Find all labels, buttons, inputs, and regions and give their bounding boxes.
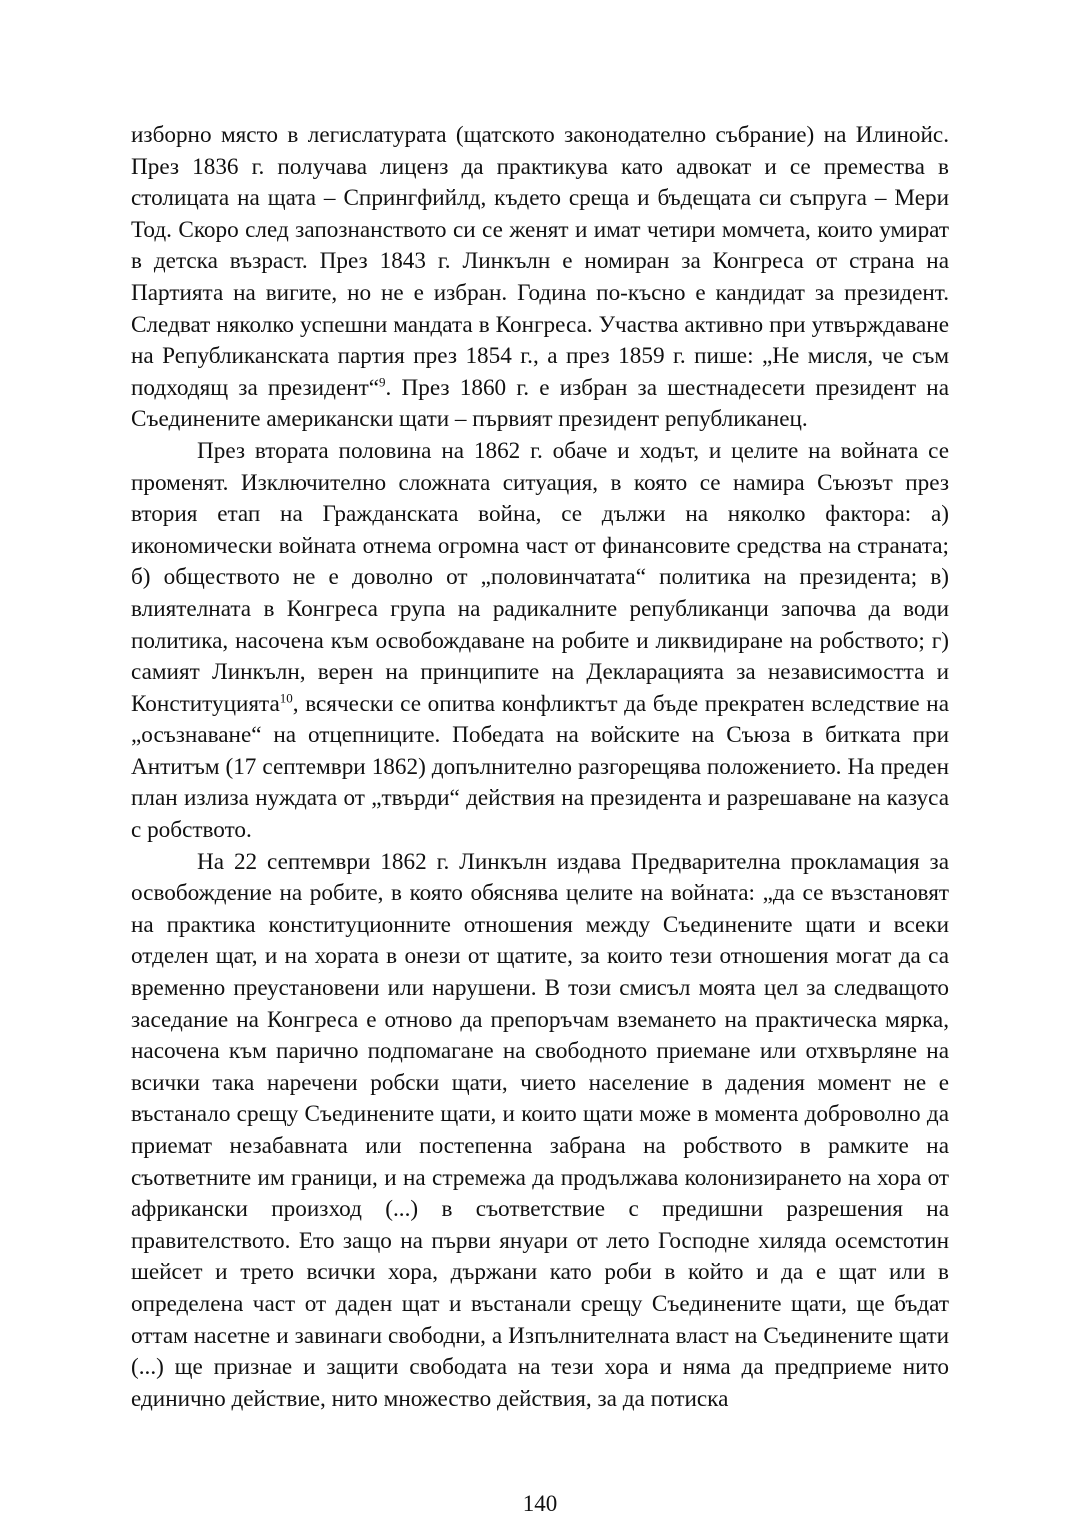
footnote-ref-10[interactable]: 10 — [279, 689, 293, 705]
paragraph-2 — [131, 436, 949, 847]
paragraph-3-text: На 22 септември 1862 г. Линкълн издава Предварителна прокламация за освобождение на робите, в която обяснява целите на войната: „да се възстановят на практика конституционните отношения между Съединените щати и всеки отделен щат, и на хората в онези от щатите, за които тези отношения могат да са временно преустановени или нарушени. В този смисъл моята цел за следващото заседание на Конгреса е отново да препоръчам вземането на практическа мярка, насочена към парично подпомагане на свободното приемане или отхвърляне на всички така наречени робски щати, чието население в дадения момент не е въстанало срещу Съединените щати, и които щати може в момента доброволно да приемат незабавната или постепенна забрана на робството в рамките на съответните им граници, и на стремежа да продължава колонизирането на хора от африкански произход (...) в съответствие с предишни разрешения на правителството. Ето защо на първи януари от лето Господне хиляда осемстотин шейсет и трето всички хора, държани като роби в който и да е щат или в определена част от даден щат и въстанали срещу Съединените щати, ще бъдат оттам насетне и завинаги свободни, а Изпълнителната власт на Съединените щати (...) ще признае и защити свободата на тези хора и няма да предприеме нито единично действие, нито множество действия, за да потиска — [131, 848, 949, 1412]
paragraph-2-text-b: , всячески се опитва конфликтът да бъде прекратен вследствие на „осъзнаване“ на отцепниците. Победата на войските на Съюза в битката при Антитъм (17 септември 1862) допълнително разгорещява положението. На преден план излиза нуждата от „твърди“ действия на президента и разрешаване на казуса с робството. — [131, 690, 949, 844]
paragraph-1-text-a: изборно място в легислатурата (щатското законодателно събрание) на Илинойс. През 1836 г. получава лиценз да практикува като адвокат и се премества в столицата на щата – Спрингфийлд, където среща и бъдещата си съпруга – Мери Тод. Скоро след запознанството си се женят и имат четири момчета, които умират в детска възраст. През 1843 г. Линкълн е номиран за Конгреса от страна на Партията на вигите, но не е избран. Година по-късно е кандидат за президент. Следват няколко успешни мандата в Конгреса. Участва активно при утвърждаване на Републиканската партия през 1854 г., а през 1859 г. пише: „Не мисля, че съм подходящ за президент“ — [131, 122, 949, 401]
paragraph-2-text-a: През втората половина на 1862 г. обаче и ходът, и целите на войната се променят. Изключително сложната ситуация, в която се намира Съюзът през втория етап на Гражданската война, се дължи на няколко фактора: а) икономически войната отнема огромна част от финансовите средства на страната; б) обществото не е доволно от „половинчатата“ политика на президента; в) влиятелната в Конгреса група на радикалните републиканци започва да води политика, насочена към освобождаване на робите и ликвидиране на робството; г) самият Линкълн, верен на принципите на Декларацията за независимостта и Конституцията — [131, 437, 949, 717]
paragraph-3 — [131, 847, 949, 1416]
paragraph-1 — [131, 120, 949, 436]
footnote-ref-9[interactable]: 9 — [379, 374, 386, 390]
page-body — [131, 120, 949, 1415]
paragraph-1-text-b: . През 1860 г. е избран за шестнадесети президент на Съединените американски щати – първият президент републиканец. — [131, 374, 949, 433]
page-number: 140 — [522, 1491, 558, 1516]
